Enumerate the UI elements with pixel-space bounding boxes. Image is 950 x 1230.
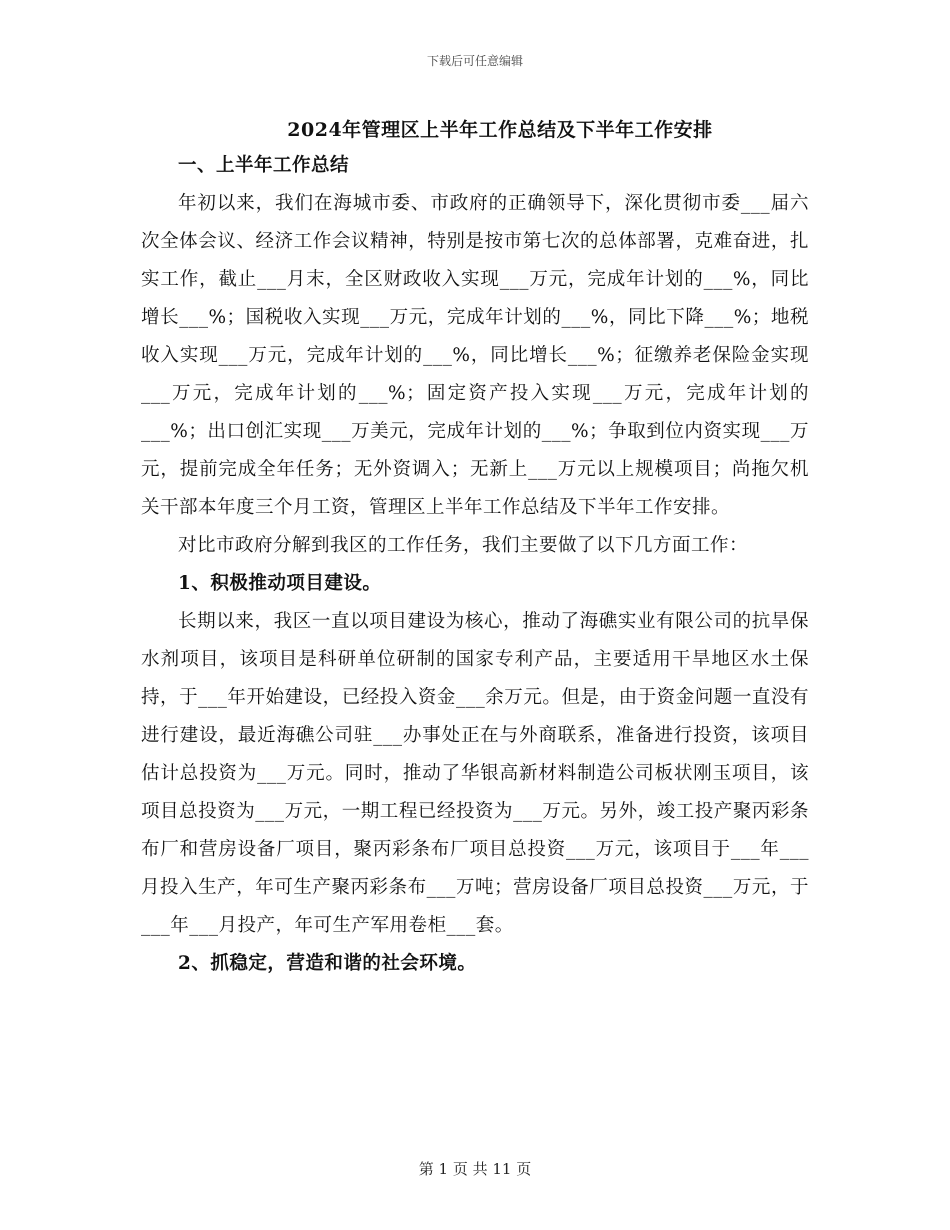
subheading-stability: 2、抓稳定，营造和谐的社会环境。 (178, 953, 477, 974)
document-body (141, 147, 809, 983)
page-header-note: 下载后可任意编辑 (426, 54, 523, 68)
paragraph-intro: 对比市政府分解到我区的工作任务，我们主要做了以下几方面工作： (178, 535, 749, 556)
subheading-projects: 1、积极推动项目建设。 (178, 573, 382, 594)
page-number: 第 1 页 共 11 页 (418, 1160, 532, 1178)
section-heading-1: 一、上半年工作总结 (178, 155, 350, 176)
paragraph-summary: 年初以来，我们在海城市委、市政府的正确领导下，深化贯彻市委___届六次全体会议、经济工作会议精神，特别是按市第七次的总体部署，克难奋进，扎实工作，截止___月末，全区财政收入实现___万元，完成年计划的___%，同比增长___%；国税收入实现___万元，完成年计划的___%，同比下降___%；地税收入实现___万元，完成年计划的___%，同比增长___%；征缴养老保险金实现___万元，完成年计划的___%；固定资产投入实现___万元，完成年计划的___%；出口创汇实现___万美元，完成年计划的___%；争取到位内资实现___万元，提前完成全年任务；无外资调入；无新上___万元以上规模项目；尚拖欠机关干部本年度三个月工资，管理区上半年工作总结及下半年工作安排。 (141, 193, 809, 518)
document-title: 2024年管理区上半年工作总结及下半年工作安排 (287, 119, 713, 141)
paragraph-projects: 长期以来，我区一直以项目建设为核心，推动了海礁实业有限公司的抗旱保水剂项目，该项目是科研单位研制的国家专利产品，主要适用干旱地区水土保持，于___年开始建设，已经投入资金___余万元。但是，由于资金问题一直没有进行建设，最近海礁公司驻___办事处正在与外商联系，准备进行投资，该项目估计总投资为___万元。同时，推动了华银高新材料制造公司板状刚玉项目，该项目总投资为___万元，一期工程已经投资为___万元。另外，竣工投产聚丙彩条布厂和营房设备厂项目，聚丙彩条布厂项目总投资___万元，该项目于___年___月投入生产，年可生产聚丙彩条布___万吨；营房设备厂项目总投资___万元，于___年___月投产，年可生产军用卷柜___套。 (141, 611, 809, 936)
